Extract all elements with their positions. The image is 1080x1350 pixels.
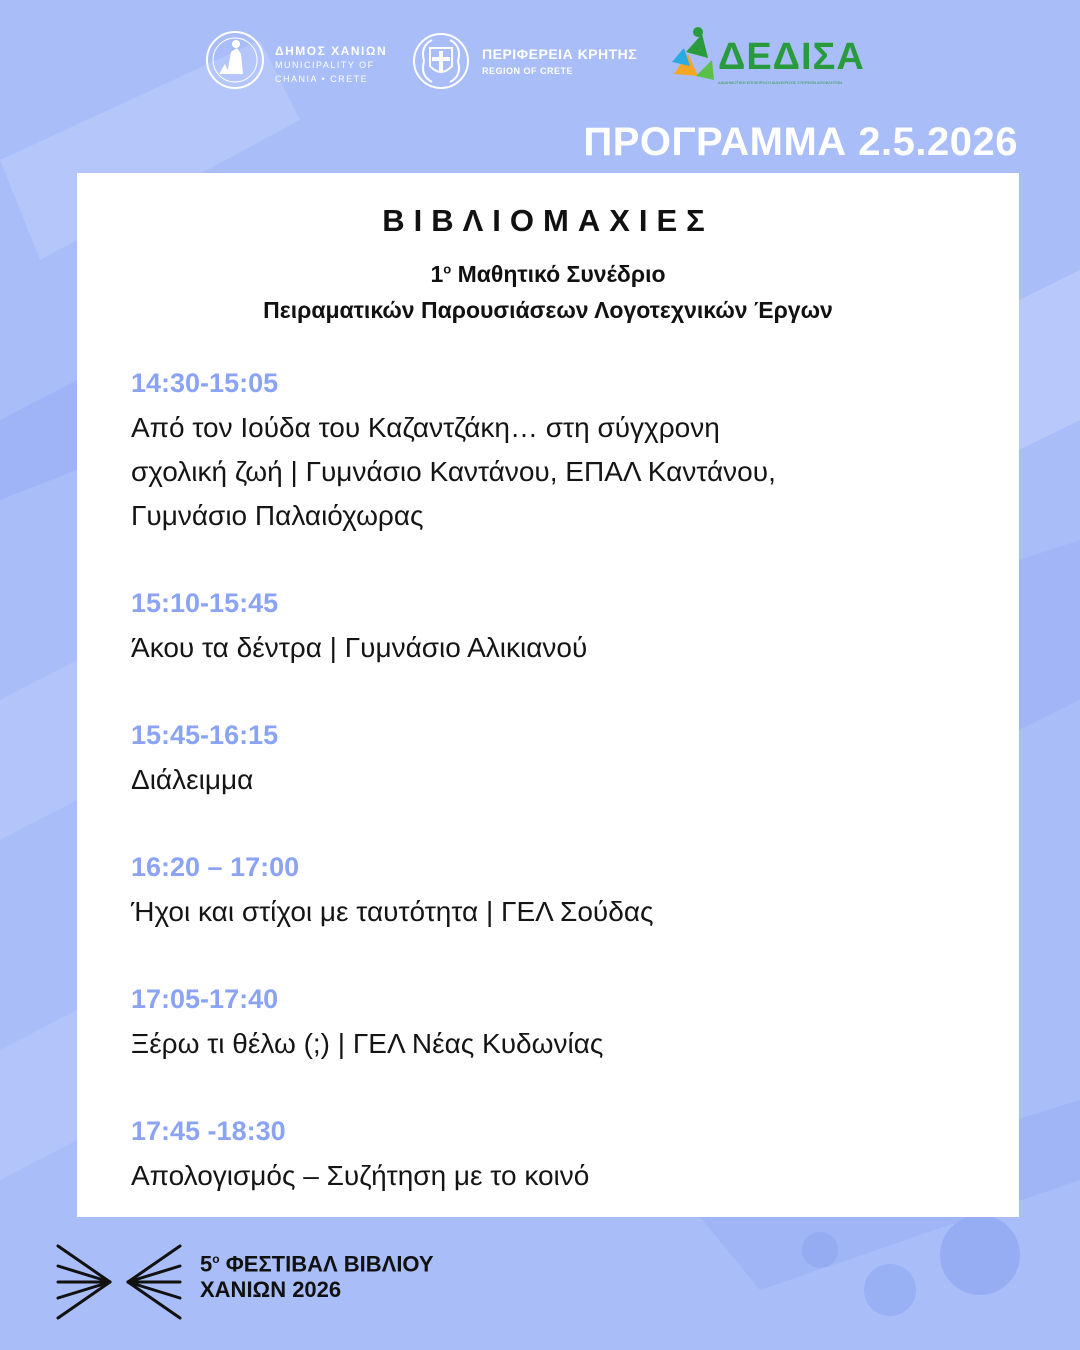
schedule-time: 14:30-15:05 bbox=[131, 368, 279, 398]
festival-ordinal: ο bbox=[212, 1252, 220, 1266]
schedule-description bbox=[131, 1154, 971, 1198]
festival-burst-icon bbox=[56, 1244, 182, 1320]
festival-name-line1 bbox=[200, 1246, 434, 1277]
dedisa-name: ΔΕΔΙΣΑ bbox=[718, 36, 865, 78]
region-crete-logo bbox=[412, 30, 652, 92]
schedule-time: 17:45 -18:30 bbox=[131, 1116, 286, 1146]
schedule-item bbox=[131, 586, 971, 670]
description-line: Από τον Ιούδα του Καζαντζάκη… στη σύγχρονη bbox=[131, 412, 720, 443]
schedule-item bbox=[131, 1114, 971, 1198]
description-line: Διάλειμμα bbox=[131, 764, 254, 795]
chania-logo-line3: CHANIA • CRETE bbox=[275, 74, 369, 84]
chania-municipality-logo bbox=[205, 30, 395, 92]
description-line: Ξέρω τι θέλω (;) | ΓΕΛ Νέας Κυδωνίας bbox=[131, 1028, 604, 1059]
crete-logo-line1: ΠΕΡΙΦΕΡΕΙΑ ΚΡΗΤΗΣ bbox=[482, 46, 638, 62]
schedule-item bbox=[131, 850, 971, 934]
subtitle-line1-text: Μαθητικό Συνέδριο bbox=[451, 261, 666, 287]
event-subtitle-line2: Πειραματικών Παρουσιάσεων Λογοτεχνικών Έργων bbox=[263, 297, 833, 323]
schedule-description bbox=[131, 626, 971, 670]
schedule-card bbox=[77, 173, 1019, 1217]
schedule-time: 15:45-16:15 bbox=[131, 720, 279, 750]
festival-name-line2: ΧΑΝΙΩΝ 2026 bbox=[200, 1277, 342, 1303]
schedule-time: 17:05-17:40 bbox=[131, 984, 279, 1014]
description-line: σχολική ζωή | Γυμνάσιο Καντάνου, ΕΠΑΛ Καντάνου, bbox=[131, 456, 776, 487]
festival-line1-text: ΦΕΣΤΙΒΑΛ ΒΙΒΛΙΟΥ bbox=[219, 1251, 434, 1277]
schedule-description bbox=[131, 406, 971, 538]
description-line: Ήχοι και στίχοι με ταυτότητα | ΓΕΛ Σούδας bbox=[131, 896, 654, 927]
festival-name bbox=[200, 1246, 434, 1303]
subtitle-ordinal: ο bbox=[443, 261, 452, 277]
crete-logo-line2: REGION OF CRETE bbox=[482, 66, 574, 76]
dedisa-tagline: ΔΙΑΔΗΜΟΤΙΚΗ ΕΠΙΧΕΙΡΗΣΗ ΔΙΑΧΕΙΡΙΣΗΣ ΣΤΕΡΕΩΝ ΑΠΟΒΛΗΤΩΝ bbox=[718, 80, 843, 85]
schedule-item bbox=[131, 982, 971, 1066]
chania-emblem-icon bbox=[205, 30, 265, 90]
subtitle-number: 1 bbox=[430, 261, 444, 287]
description-line: Γυμνάσιο Παλαιόχωρας bbox=[131, 500, 424, 531]
description-line: Άκου τα δέντρα | Γυμνάσιο Αλικιανού bbox=[131, 632, 588, 663]
festival-number: 5 bbox=[200, 1251, 213, 1277]
schedule-description bbox=[131, 1022, 971, 1066]
dedisa-emblem-icon bbox=[668, 24, 720, 84]
schedule-time: 15:10-15:45 bbox=[131, 588, 279, 618]
schedule-description bbox=[131, 758, 971, 802]
greek-coat-of-arms-icon bbox=[412, 32, 470, 90]
chania-logo-line1: ΔΗΜΟΣ ΧΑΝΙΩΝ bbox=[275, 44, 388, 58]
schedule-item bbox=[131, 718, 971, 802]
event-subtitle-line1 bbox=[77, 261, 1019, 288]
schedule-description bbox=[131, 890, 971, 934]
description-line: Απολογισμός – Συζήτηση με το κοινό bbox=[131, 1160, 590, 1191]
schedule-item bbox=[131, 366, 971, 538]
program-date-title: ΠΡΟΓΡΑΜΜΑ 2.5.2026 bbox=[583, 120, 1018, 164]
dedisa-logo bbox=[668, 24, 878, 94]
header-logos bbox=[0, 22, 1080, 94]
chania-logo-line2: MUNICIPALITY OF bbox=[275, 60, 375, 70]
schedule-time: 16:20 – 17:00 bbox=[131, 852, 300, 882]
event-title: ΒΙΒΛΙΟΜΑΧΙΕΣ bbox=[382, 203, 714, 238]
